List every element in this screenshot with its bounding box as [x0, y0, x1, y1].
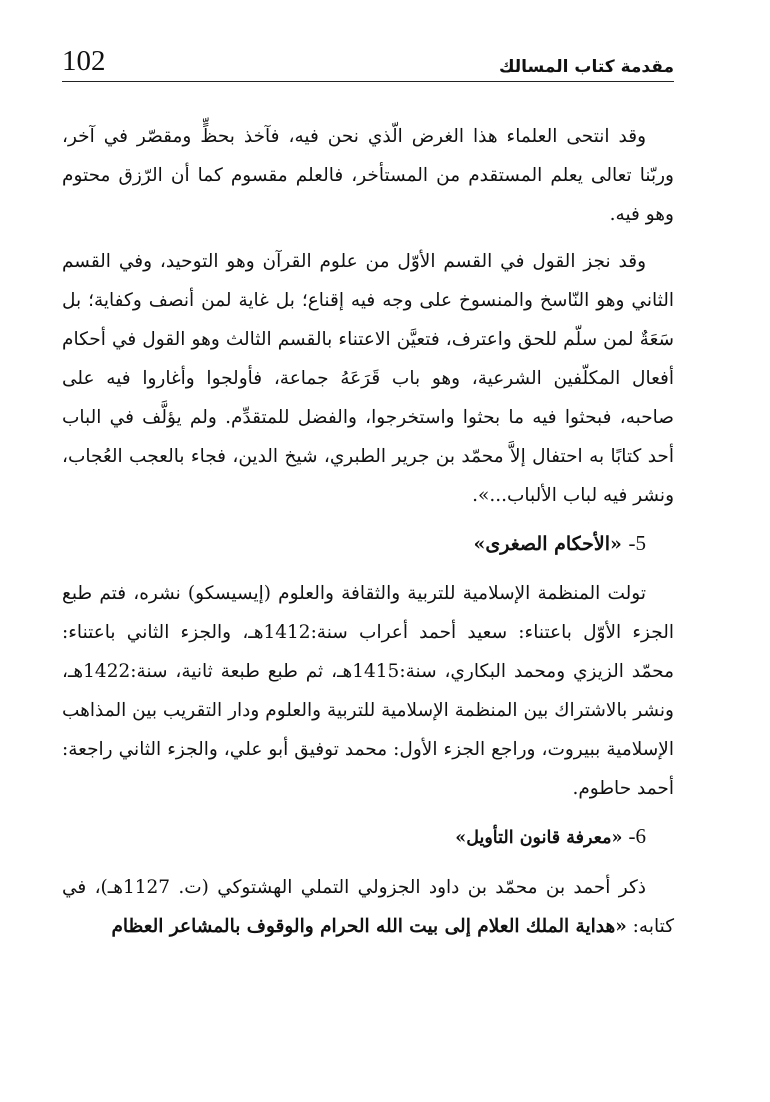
paragraph-4-text: ذكر أحمد بن محمّد بن داود الجزولي التملي الهشتوكي (ت. 1127هـ)، في كتابه:	[62, 877, 674, 937]
section-heading-5	[62, 523, 674, 564]
section-heading-6	[62, 816, 674, 858]
page-number: 102	[62, 45, 106, 77]
section-number: 5-	[628, 531, 646, 555]
paragraph-3: تولت المنظمة الإسلامية للتربية والثقافة والعلوم (إيسيسكو) نشره، فتم طبع الجزء الأوّل باعتناء: سعيد أحمد أعراب سنة:1412هـ، والجزء الثاني باعتناء: محمّد الزيزي ومحمد البكاري، سنة:1415هـ، ثم طبع طبعة ثانية، سنة:1422هـ، ونشر بالاشتراك بين المنظمة الإسلامية للتربية والعلوم ودار التقريب بين المذاهب الإسلامية ببيروت، وراجع الجزء الأول: محمد توفيق أبو علي، والجزء الثاني راجعة: أحمد حاطوم.	[62, 583, 674, 799]
paragraph-4	[62, 868, 674, 946]
header-title: مقدمة كتاب المسالك	[498, 57, 674, 77]
paragraph-2: وقد نجز القول في القسم الأوّل من علوم القرآن وهو التوحيد، وفي القسم الثاني وهو النّاسخ والمنسوخ على وجه فيه إقناع؛ بل غاية لمن أنصف وكفاية؛ بل سَعَةٌ لمن سلّم للحق واعترف، فتعيَّن الاعتناء بالقسم الثالث وهو القول في أحكام أفعال المكلّفين الشرعية، وهو باب قَرَعَهُ جماعة، فأولجوا وأغاروا فيه على صاحبه، فبحثوا فيه ما بحثوا واستخرجوا، والفضل للمتقدِّم. ولم يؤلَّف في الباب أحد كتابًا به احتفال إلاَّ محمّد بن جرير الطبري، شيخ الدين، فجاء بالعجب العُجاب، ونشر فيه لباب الألباب...».	[62, 251, 674, 506]
running-header	[62, 40, 674, 82]
paragraph-1: وقد انتحى العلماء هذا الغرض الّذي نحن فيه، فآخذ بحظٍّ ومقصّر في آخر، وربّنا تعالى يعلم المستقدم من المستأخر، فالعلم مقسوم كما أن الرّزق محتوم وهو فيه.	[62, 126, 674, 225]
section-title: «معرفة قانون التأويل»	[455, 828, 623, 848]
section-title: «الأحكام الصغرى»	[473, 533, 622, 555]
book-title: «هداية الملك العلام إلى بيت الله الحرام والوقوف بالمشاعر العظام	[111, 916, 627, 937]
body-text	[62, 117, 674, 954]
book-page	[62, 0, 674, 1102]
section-number: 6-	[628, 824, 646, 848]
